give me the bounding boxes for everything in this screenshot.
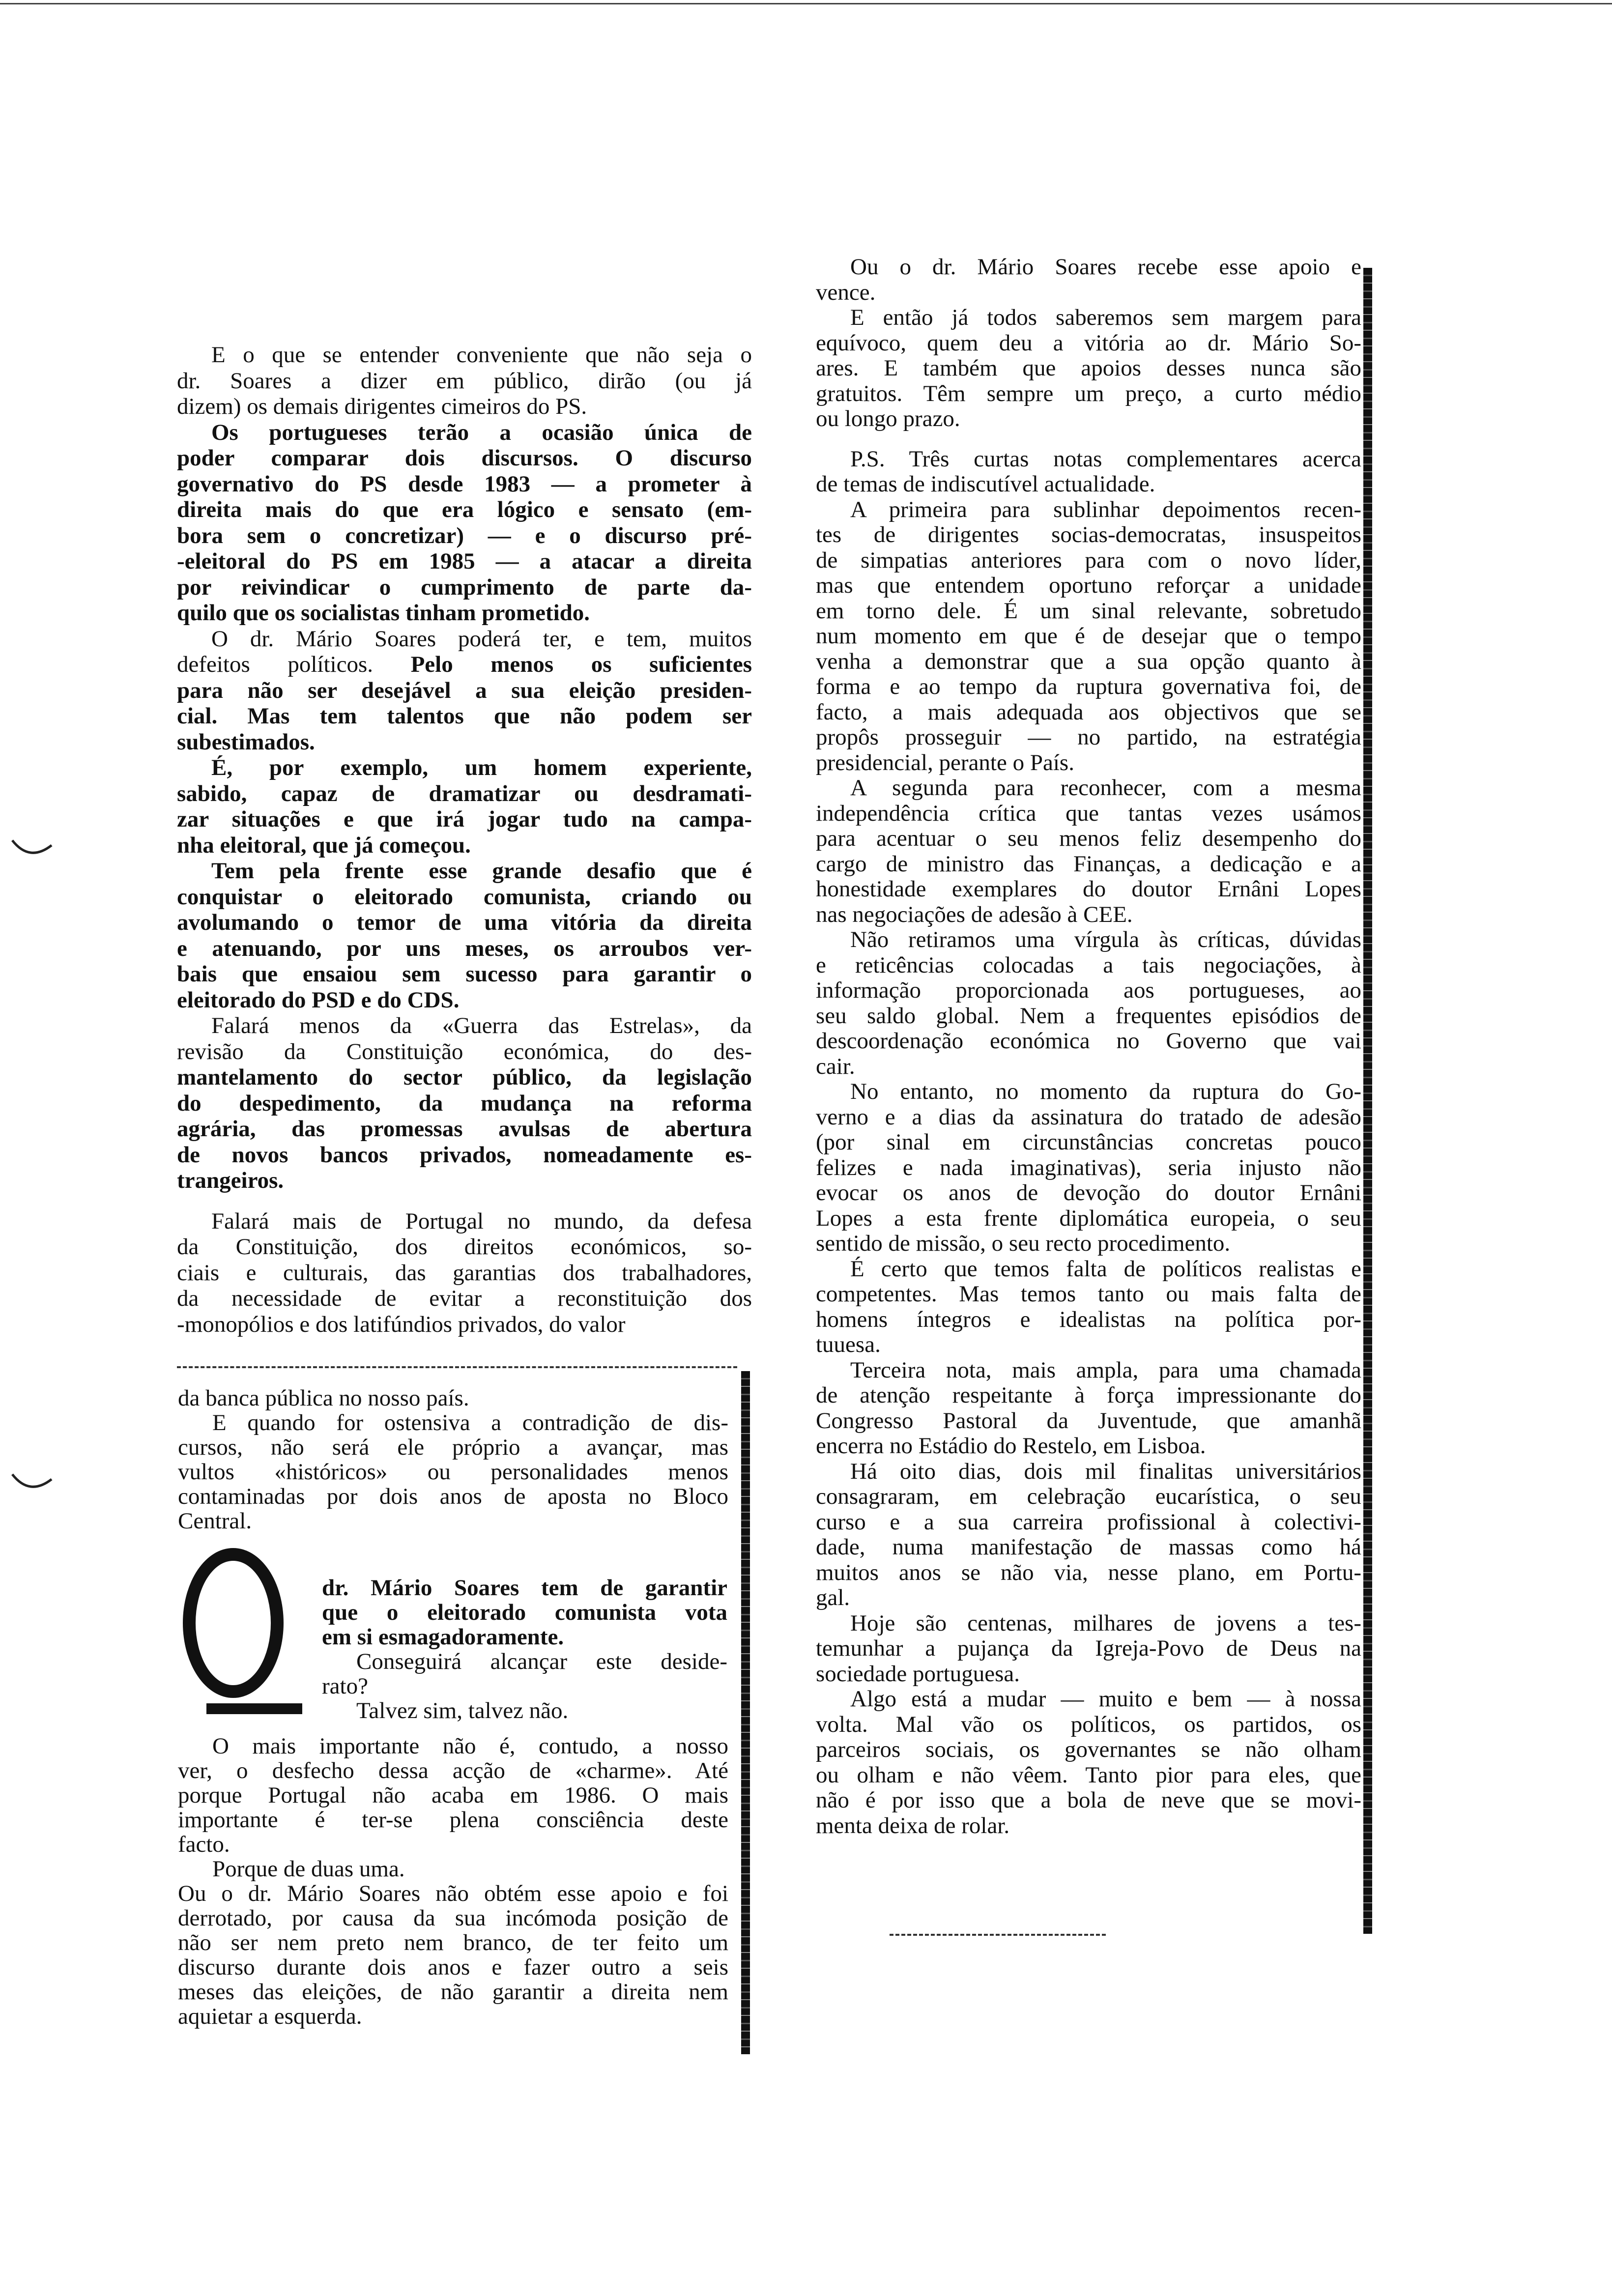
- column-border-right: [1363, 268, 1372, 1934]
- text-segment: Falará menos da «Guerra das Estrelas», da: [211, 1013, 752, 1038]
- text-line: porque Portugal não acaba em 1986. O mais: [178, 1782, 728, 1808]
- text-line: Há oito dias, dois mil finalitas universitários: [850, 1458, 1361, 1484]
- text-segment: cial. Mas tem talentos que não podem ser: [177, 703, 752, 729]
- text-line: gratuitos. Têm sempre um preço, a curto médio: [816, 380, 1361, 406]
- text-line: temunhar a pujança da Igreja-Povo de Deus na: [816, 1636, 1361, 1661]
- text-line: que o eleitorado comunista vota: [322, 1600, 727, 1625]
- text-line: de novos bancos privados, nomeadamente es-: [177, 1142, 752, 1168]
- text-line: sabido, capaz de dramatizar ou desdramati-: [177, 780, 752, 806]
- text-line: No entanto, no momento da ruptura do Go-: [850, 1079, 1361, 1104]
- paragraph: [322, 1698, 727, 1723]
- text-line: Não retiramos uma vírgula às críticas, dúvidas: [850, 927, 1361, 952]
- article-column-left-bottom: [178, 1386, 728, 1533]
- paragraph: [178, 1386, 728, 1410]
- text-line: quilo que os socialistas tinham prometido.: [177, 600, 590, 626]
- text-line: facto, a mais adequada aos objectivos que se: [816, 699, 1361, 725]
- text-line: avolumando o temor de uma vitória da direita: [177, 910, 752, 935]
- paragraph: [816, 1079, 1361, 1257]
- paragraph: [177, 858, 752, 1013]
- paragraph: [816, 1687, 1361, 1838]
- text-line: em si esmagadoramente.: [322, 1624, 564, 1650]
- text-line: dizem) os demais dirigentes cimeiros do PS.: [177, 394, 587, 419]
- text-line: Terceira nota, mais ampla, para uma chamada: [850, 1357, 1361, 1383]
- text-line: discurso durante dois anos e fazer outro a seis: [178, 1954, 728, 1980]
- paragraph: [177, 1208, 752, 1338]
- text-line: forma e ao tempo da ruptura governativa foi, de: [816, 674, 1361, 699]
- text-line: P.S. Três curtas notas complementares acerca: [850, 446, 1361, 472]
- text-line: felizes e nada imaginativas), seria injusto não: [816, 1154, 1361, 1180]
- punch-hole-mark: [10, 1469, 54, 1499]
- text-line: honestidade exemplares do doutor Ernâni Lopes: [816, 876, 1361, 902]
- text-line: sentido de missão, o seu recto procedimento.: [816, 1231, 1231, 1256]
- drop-cap-letter-o: [183, 1548, 284, 1698]
- text-line: [177, 729, 752, 755]
- paragraph: [178, 1410, 728, 1533]
- text-line: -eleitoral do PS em 1985 — a atacar a direita: [177, 548, 752, 574]
- paragraph: [816, 1358, 1361, 1459]
- text-segment: subestimados.: [177, 729, 315, 755]
- text-line: presidencial, perante o País.: [816, 749, 1074, 775]
- text-line: Congresso Pastoral da Juventude, que amanhã: [816, 1407, 1361, 1434]
- text-line: descoordenação económica no Governo que vai: [816, 1028, 1361, 1054]
- text-line: dr. Mário Soares tem de garantir: [322, 1575, 727, 1601]
- text-line: (por sinal em circunstâncias concretas pouco: [816, 1129, 1361, 1155]
- column-border-left: [741, 1371, 750, 2054]
- text-line: bora sem o concretizar) — e o discurso pré-: [177, 522, 752, 548]
- text-line: dr. Soares a dizer em público, dirão (ou já: [177, 368, 752, 394]
- paragraph: [816, 497, 1361, 776]
- text-segment: para não ser desejável a sua eleição presiden-: [177, 677, 752, 703]
- text-line: O mais importante não é, contudo, a nosso: [212, 1733, 728, 1759]
- text-segment: revisão da Constituição económica, do des-: [177, 1038, 752, 1064]
- text-line: aquietar a esquerda.: [178, 2004, 362, 2029]
- text-line: [177, 678, 752, 704]
- paragraph: [178, 1734, 728, 1857]
- text-line: e reticências colocadas a tais negociações, à: [816, 952, 1361, 978]
- text-line: bais que ensaiou sem sucesso para garantir o: [177, 961, 752, 987]
- text-line: em torno dele. É um sinal relevante, sobretudo: [816, 598, 1361, 624]
- paragraph: [816, 255, 1361, 305]
- text-line: e atenuando, por uns meses, os arroubos ver-: [177, 935, 752, 961]
- text-line: do despedimento, da mudança na reforma: [177, 1090, 752, 1116]
- paragraph: [178, 1857, 728, 1881]
- text-line: trangeiros.: [177, 1168, 284, 1193]
- text-line: [177, 1039, 752, 1065]
- text-line: ou olham e não vêem. Tanto pior para eles, que: [816, 1762, 1361, 1788]
- text-line: ciais e culturais, das garantias dos trabalhadores,: [177, 1260, 752, 1286]
- text-line: de atenção respeitante à força impressionante do: [816, 1382, 1361, 1408]
- text-line: num momento em que é de desejar que o tempo: [816, 623, 1361, 649]
- article-column-left-end: [178, 1734, 728, 2029]
- text-line: zar situações e que irá jogar tudo na campa-: [177, 806, 752, 832]
- text-line: curso e a sua carreira profissional à colectivi-: [816, 1509, 1361, 1535]
- paragraph: [322, 1649, 727, 1698]
- text-line: por reivindicar o cumprimento de parte da-: [177, 574, 752, 600]
- text-line: vence.: [816, 279, 876, 305]
- text-line: eleitorado do PSD e do CDS.: [177, 987, 460, 1013]
- text-line: tes de dirigentes socias-democratas, insuspeitos: [816, 522, 1361, 547]
- end-rule: [890, 1934, 1106, 1936]
- text-line: ou longo prazo.: [816, 406, 960, 431]
- text-line: Ou o dr. Mário Soares não obtém esse apoio e foi: [178, 1881, 728, 1906]
- text-line: seu saldo global. Nem a frequentes episódios de: [816, 1003, 1361, 1029]
- text-line: informação proporcionada aos portugueses, ao: [816, 977, 1361, 1003]
- text-line: [177, 1013, 752, 1039]
- text-line: meses das eleições, de não garantir a direita nem: [178, 1979, 728, 2005]
- text-line: menta deixa de rolar.: [816, 1812, 1010, 1838]
- text-line: gal.: [816, 1585, 850, 1610]
- text-line: A primeira para sublinhar depoimentos recen-: [850, 496, 1361, 522]
- text-line: E quando for ostensiva a contradição de dis-: [212, 1410, 728, 1435]
- text-line: Algo está a mudar — muito e bem — à nossa: [850, 1686, 1361, 1712]
- text-line: tuuesa.: [816, 1332, 881, 1357]
- text-line: governativo do PS desde 1983 — a prometer à: [177, 471, 752, 497]
- text-line: E então já todos saberemos sem margem para: [850, 305, 1361, 330]
- article-column-left-top: [177, 342, 752, 1337]
- text-line: cargo de ministro das Finanças, a dedicação e a: [816, 851, 1361, 877]
- paragraph: [816, 447, 1361, 497]
- article-column-right: [816, 255, 1361, 1838]
- paragraph: [178, 1881, 728, 2029]
- text-line: da Constituição, dos direitos económicos, so-: [177, 1234, 752, 1260]
- text-line: rato?: [322, 1673, 368, 1699]
- text-line: sociedade portuguesa.: [816, 1661, 1020, 1687]
- text-line: direita mais do que era lógico e sensato (em-: [177, 497, 752, 522]
- text-line: E o que se entender conveniente que não seja o: [211, 342, 752, 368]
- text-line: verno e a dias da assinatura do tratado de adesão: [816, 1104, 1361, 1130]
- paragraph: [816, 1459, 1361, 1611]
- text-segment: Pelo menos os suficientes: [410, 652, 752, 677]
- text-line: muitos anos se não via, nesse plano, em Portu-: [816, 1559, 1361, 1585]
- paragraph: [816, 775, 1361, 927]
- text-line: nas negociações de adesão à CEE.: [816, 901, 1133, 927]
- text-line: mas que entendem oportuno reforçar a unidade: [816, 573, 1361, 598]
- paragraph: [322, 1576, 727, 1649]
- text-line: Talvez sim, talvez não.: [356, 1698, 569, 1723]
- text-line: Ou o dr. Mário Soares recebe esse apoio e: [850, 254, 1361, 280]
- text-line: encerra no Estádio do Restelo, em Lisboa.: [816, 1433, 1206, 1459]
- text-line: para acentuar o seu menos feliz desempenho do: [816, 826, 1361, 851]
- column-break-rule: [177, 1366, 737, 1368]
- text-line: cair.: [816, 1053, 855, 1079]
- text-line: independência crítica que tantas vezes usámos: [816, 800, 1361, 826]
- text-line: Lopes a esta frente diplomática europeia, o seu: [816, 1205, 1361, 1231]
- text-line: mantelamento do sector público, da legislação: [177, 1064, 752, 1090]
- text-segment: defeitos políticos.: [177, 652, 411, 677]
- text-line: não ser nem preto nem branco, de ter feito um: [178, 1930, 728, 1955]
- text-line: derrotado, por causa da sua incómoda posição de: [178, 1905, 728, 1931]
- text-line: Tem pela frente esse grande desafio que é: [211, 858, 752, 884]
- text-line: não é por isso que a bola de neve que se movi-: [816, 1787, 1361, 1813]
- text-line: volta. Mal vão os políticos, os partidos, os: [816, 1711, 1361, 1737]
- text-line: conquistar o eleitorado comunista, criando ou: [177, 884, 752, 910]
- text-line: [177, 652, 752, 678]
- text-line: ver, o desfecho dessa acção de «charme». Até: [178, 1758, 728, 1783]
- text-line: equívoco, quem deu a vitória ao dr. Mário So-: [816, 330, 1361, 356]
- text-line: Falará mais de Portugal no mundo, da defesa: [211, 1208, 752, 1234]
- text-line: homens íntegros e idealistas na política por-: [816, 1306, 1361, 1332]
- page-top-rule: [0, 3, 1612, 4]
- text-line: venha a demonstrar que a sua opção quanto à: [816, 648, 1361, 674]
- text-line: nha eleitoral, que já começou.: [177, 832, 471, 858]
- text-line: contaminadas por dois anos de aposta no Bloco: [178, 1484, 728, 1509]
- text-line: cursos, não será ele próprio a avançar, mas: [178, 1435, 728, 1460]
- text-line: facto.: [178, 1832, 230, 1857]
- text-line: [177, 703, 752, 729]
- paragraph: [816, 305, 1361, 432]
- paragraph: [177, 626, 752, 755]
- text-line: importante é ter-se plena consciência deste: [178, 1807, 728, 1833]
- text-line: agrária, das promessas avulsas de abertura: [177, 1116, 752, 1142]
- text-line: Porque de duas uma.: [212, 1856, 405, 1882]
- paragraph: [177, 1013, 752, 1194]
- text-line: parceiros sociais, os governantes se não olham: [816, 1737, 1361, 1762]
- paragraph: [816, 1257, 1361, 1358]
- drop-cap-paragraph: [322, 1576, 727, 1723]
- text-line: de simpatias anteriores para com o novo líder,: [816, 547, 1361, 573]
- paragraph: [816, 1611, 1361, 1687]
- paragraph: [177, 342, 752, 420]
- paragraph: [177, 755, 752, 858]
- text-line: evocar os anos de devoção do doutor Ernâni: [816, 1180, 1361, 1205]
- text-line: propôs prosseguir — no partido, na estratégia: [816, 724, 1361, 750]
- text-line: Central.: [178, 1508, 252, 1534]
- text-line: da necessidade de evitar a reconstituição dos: [177, 1286, 752, 1311]
- text-line: dade, numa manifestação de massas como há: [816, 1534, 1361, 1560]
- text-line: vultos «históricos» ou personalidades menos: [178, 1459, 728, 1485]
- text-line: da banca pública no nosso país.: [178, 1385, 469, 1411]
- text-line: Hoje são centenas, milhares de jovens a tes-: [850, 1610, 1361, 1636]
- text-line: -monopólios e dos latifúndios privados, do valor: [177, 1311, 626, 1337]
- text-line: É, por exemplo, um homem experiente,: [211, 755, 752, 780]
- drop-cap-underline-bar: [206, 1703, 302, 1714]
- text-line: Conseguirá alcançar este deside-: [356, 1649, 727, 1674]
- punch-hole-mark: [10, 835, 54, 865]
- text-line: poder comparar dois discursos. O discurso: [177, 445, 752, 471]
- text-line: ares. E também que apoios desses nunca são: [816, 355, 1361, 381]
- text-line: de temas de indiscutível actualidade.: [816, 471, 1155, 497]
- paragraph: [816, 927, 1361, 1079]
- text-line: É certo que temos falta de políticos realistas e: [850, 1256, 1361, 1282]
- text-line: O dr. Mário Soares poderá ter, e tem, muitos: [211, 626, 752, 652]
- text-line: A segunda para reconhecer, com a mesma: [850, 775, 1361, 801]
- text-line: consagraram, em celebração eucarística, o seu: [816, 1484, 1361, 1509]
- text-line: Os portugueses terão a ocasião única de: [211, 419, 752, 445]
- paragraph: [177, 420, 752, 626]
- text-line: competentes. Mas temos tanto ou mais falta de: [816, 1281, 1361, 1307]
